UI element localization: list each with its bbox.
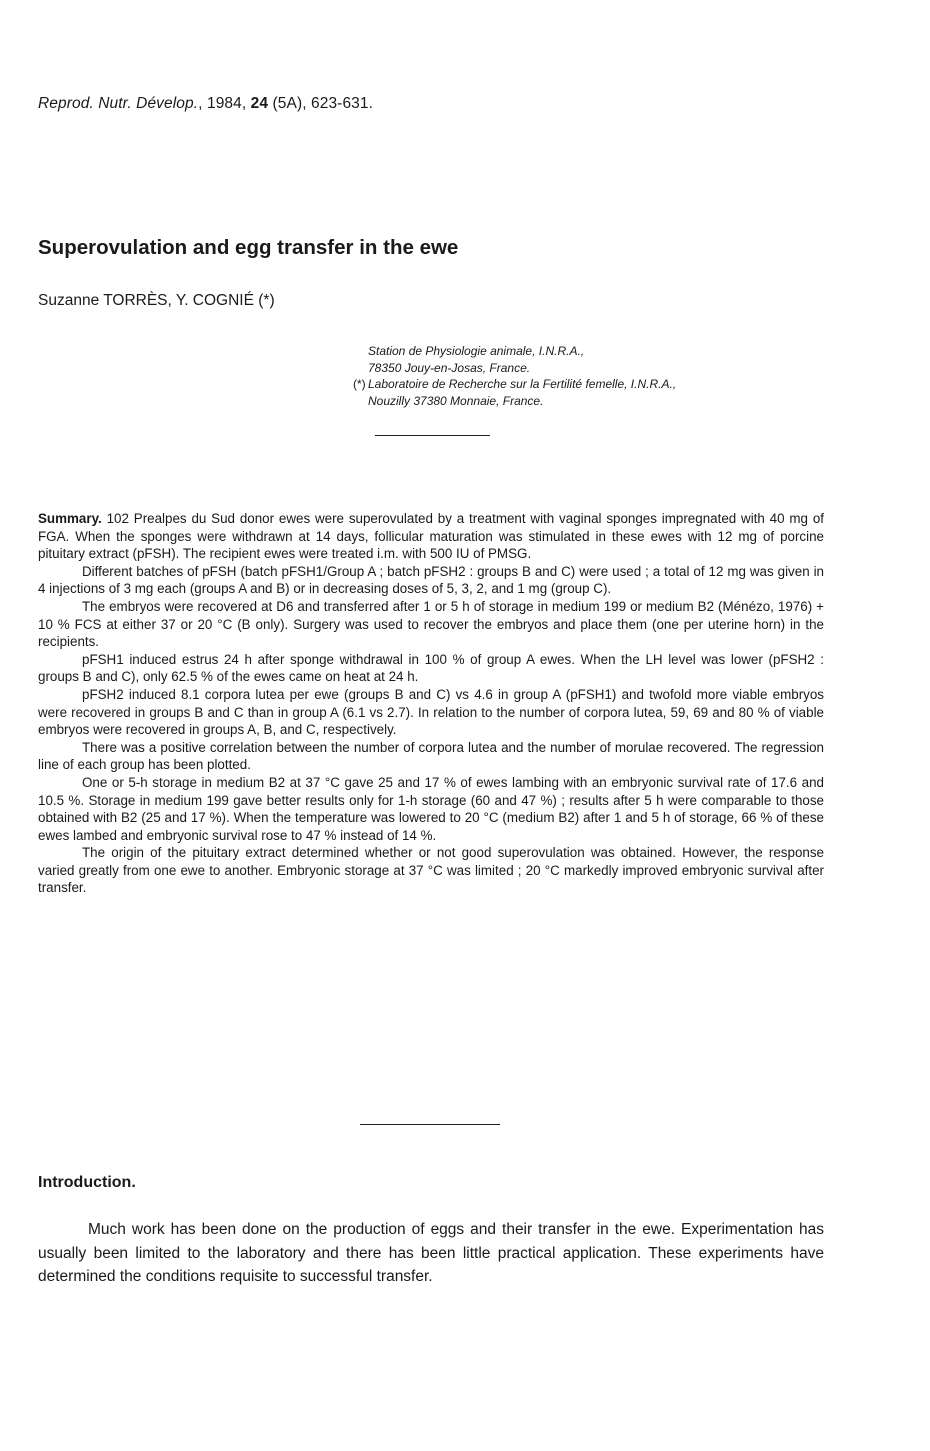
summary-paragraph: Different batches of pFSH (batch pFSH1/Group A ; batch pFSH2 : groups B and C) were used ; a total of 12 mg was given in 4 injections of 3 mg each (groups A and B) or in decreasing doses of 5, 3, 2, and 1 mg (group C). [38,563,824,597]
author-list: Suzanne TORRÈS, Y. COGNIÉ (*) [38,292,275,309]
summary-paragraph: pFSH1 induced estrus 24 h after sponge withdrawal in 100 % of group A ewes. When the LH level was lower (pFSH2 : groups B and C), only 62.5 % of the ewes came on heat at 24 h. [38,651,824,685]
summary-paragraph: pFSH2 induced 8.1 corpora lutea per ewe (groups B and C) vs 4.6 in group A (pFSH1) and twofold more viable embryos were recovered in groups B and C than in group A (6.1 vs 2.7). In relation to the number of corpora lutea, 59, 69 and 80 % of viable embryos were recovered in groups A, B, and C, respectively. [38,686,824,738]
citation-year: , 1984, [198,95,251,112]
affiliation-line: Nouzilly 37380 Monnaie, France. [368,393,544,408]
introduction-paragraph: Much work has been done on the production of eggs and their transfer in the ewe. Experimentation has usually been limited to the laboratory and there has been little practical application. These experiments have determined the conditions requisite to successful transfer. [38,1221,824,1285]
summary-paragraph: Summary. 102 Prealpes du Sud donor ewes were superovulated by a treatment with vaginal sponges impregnated with 40 mg of FGA. When the sponges were withdrawn at 14 days, follicular maturation was stimulated in these ewes with 12 mg of porcine pituitary extract (pFSH). The recipient ewes were treated i.m. with 500 IU of PMSG. [38,511,824,562]
citation-volume: 24 [250,95,269,112]
section-heading-introduction: Introduction. [38,1174,136,1191]
journal-citation [38,95,373,113]
summary-label: Summary. [38,511,102,526]
separator-rule [375,435,490,436]
summary-paragraph: There was a positive correlation between the number of corpora lutea and the number of morulae recovered. The regression line of each group has been plotted. [38,739,824,773]
article-title: Superovulation and egg transfer in the ewe [38,236,459,259]
summary-paragraph: The origin of the pituitary extract determined whether or not good superovulation was obtained. However, the response varied greatly from one ewe to another. Embryonic storage at 37 °C was limited ; 20 °C markedly improved embryonic survival after transfer. [38,845,824,896]
affiliations [353,343,848,409]
affiliation-line: (*) Laboratoire de Recherche sur la Fertilité femelle, I.N.R.A., [353,377,677,391]
citation-issue-pages: (5A), 623-631. [268,95,374,112]
separator-rule [360,1124,500,1125]
summary-paragraph: One or 5-h storage in medium B2 at 37 °C gave 25 and 17 % of ewes lambing with an embryonic survival rate of 17.6 and 10.5 %. Storage in medium 199 gave better results only for 1-h storage (60 and 47 %) ; results after 5 h were comparable to those obtained with B2 (25 and 17 %). When the temperature was lowered to 20 °C (medium B2) after 1 and 5 h of storage, 66 % of these ewes lambed and embryonic survival rose to 47 % instead of 14 %. [38,774,824,843]
affiliation-line: Station de Physiologie animale, I.N.R.A., [368,344,585,358]
summary-paragraph: The embryos were recovered at D6 and transferred after 1 or 5 h of storage in medium 199 or medium B2 (Ménézo, 1976) + 10 % FCS at either 37 or 20 °C (B only). Surgery was used to recover the embryos and place them (one per uterine horn) in the recipients. [38,598,824,650]
affiliation-line: 78350 Jouy-en-Josas, France. [368,360,531,375]
journal-name: Reprod. Nutr. Dévelop. [38,95,199,112]
summary-section [38,510,824,897]
affiliation-marker: (*) [353,377,366,391]
